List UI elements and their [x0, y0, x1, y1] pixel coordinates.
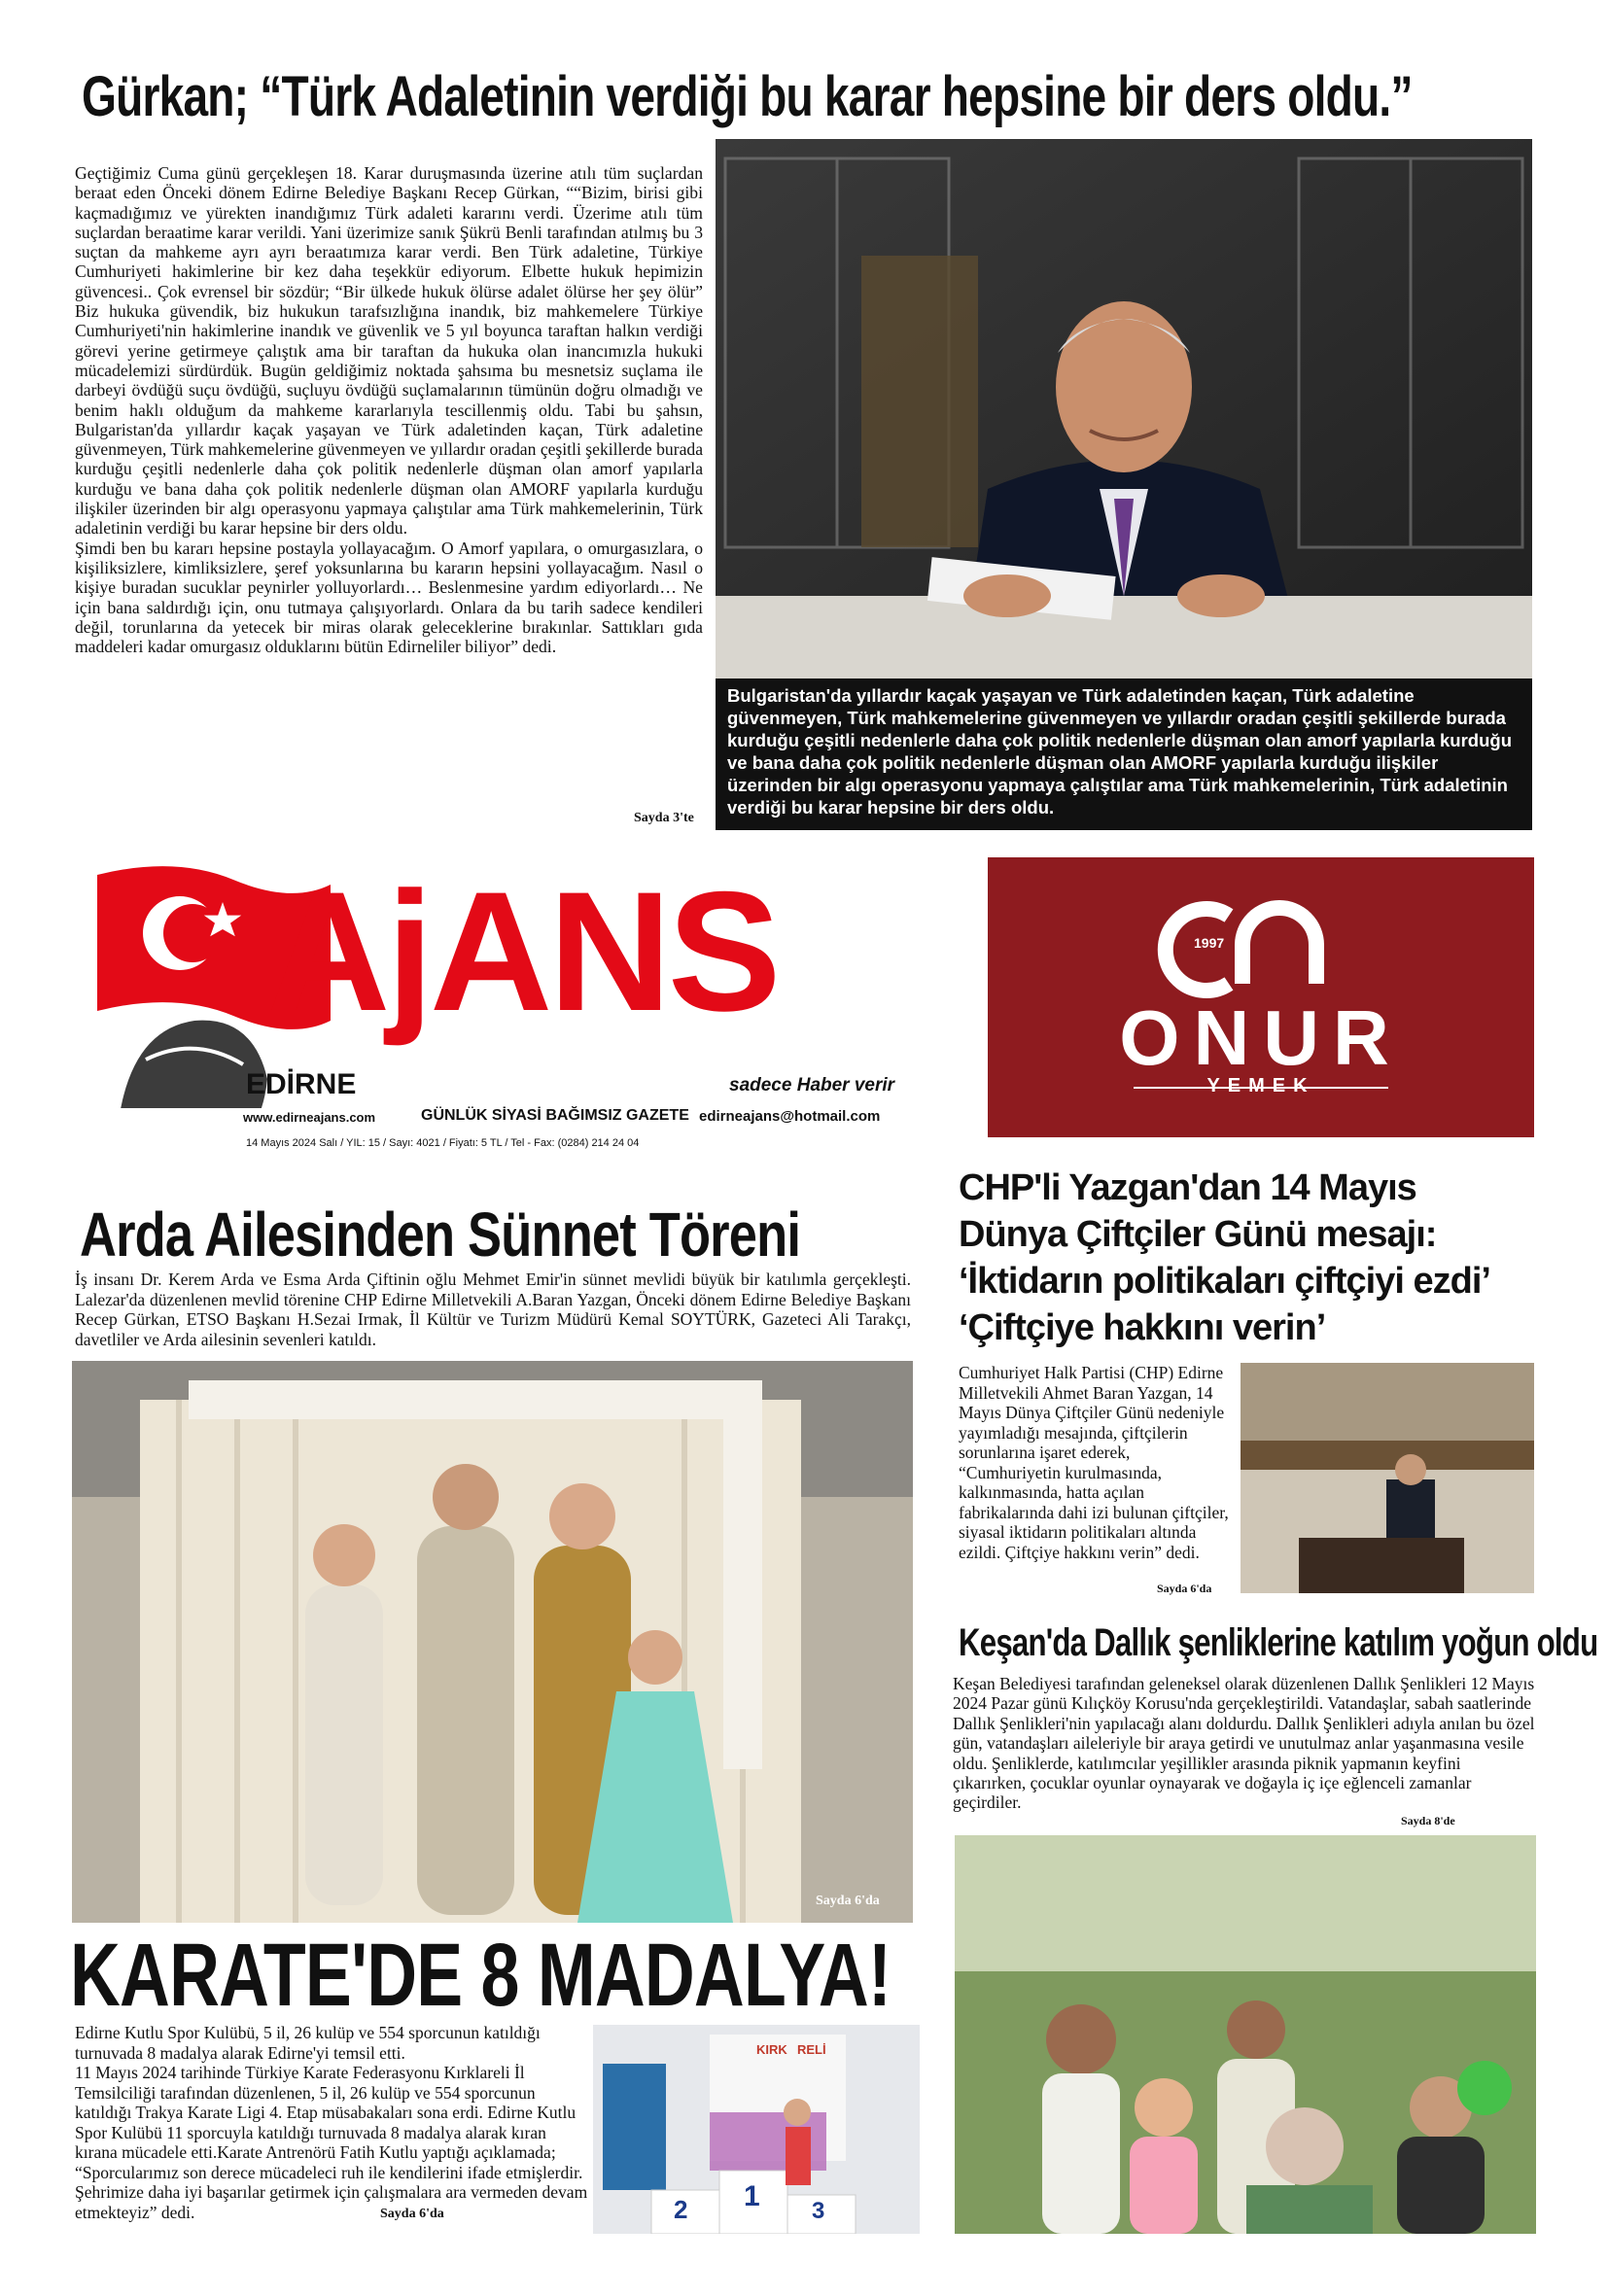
parliament-photo — [1241, 1363, 1534, 1593]
kesan-headline: Keşan'da Dallık şenliklerine katılım yoğun oldu — [959, 1621, 1598, 1664]
kesan-page-ref: Sayda 8'de — [1401, 1814, 1455, 1827]
karate-page-ref: Sayda 6'da — [380, 2207, 444, 2221]
arda-family-photo — [72, 1361, 913, 1923]
masthead-title: AjANS — [267, 857, 778, 1047]
chp-headline-line-1: CHP'li Yazgan'dan 14 Mayıs — [959, 1167, 1416, 1208]
top-story-page-ref: Sayda 3'te — [634, 811, 694, 825]
chp-body: Cumhuriyet Halk Partisi (CHP) Edirne Milletvekili Ahmet Baran Yazgan, 14 Mayıs Dünya Çiftçiler Günü nedeniyle yayımladığı mesajında, çiftçilerin sorunlarına işaret ederek, “Cumhuriyetin kurulmasında, kalkınmasında, hatta açılan fabrikalarında dahi izi bulunan çiftçiler, siyasal iktidarın politikaları altında ezildi. Çiftçiye hakkını verin” dedi. — [959, 1363, 1229, 1562]
podium-2: 2 — [674, 2195, 688, 2224]
gurkan-photo — [716, 139, 1532, 678]
banner-word-1: KIRK — [756, 2042, 787, 2057]
masthead-email: edirneajans@hotmail.com — [699, 1108, 881, 1125]
ad-brand: ONUR — [1119, 994, 1403, 1081]
banner-word-2: RELİ — [797, 2042, 826, 2057]
arda-headline: Arda Ailesinden Sünnet Töreni — [80, 1200, 801, 1270]
masthead-subtitle: GÜNLÜK SİYASİ BAĞIMSIZ GAZETE — [421, 1107, 689, 1124]
kesan-festival-photo — [955, 1835, 1536, 2234]
chp-headline-line-4: ‘Çiftçiye hakkını verin’ — [959, 1307, 1326, 1348]
podium-1: 1 — [744, 2180, 760, 2212]
arda-body: İş insanı Dr. Kerem Arda ve Esma Arda Çiftinin oğlu Mehmet Emir'in sünnet mevlidi büyük bir katılımla gerçekleşti. Lalezar'da düzenlenen mevlid törenine CHP Edirne Milletvekili A.Baran Yazgan, Önceki dönem Edirne Belediye Başkanı Recep Gürkan, ETSO Başkanı H.Sezai Irmak, İl Kültür ve Turizm Müdürü Kemal SOYTÜRK, Gazeteci Ali Tarakçı, davetliler ve Arda ailesinin sevenleri katıldı. — [75, 1270, 911, 1349]
karate-podium-photo — [593, 2025, 920, 2234]
top-photo-caption: Bulgaristan'da yıllardır kaçak yaşayan ve Türk adaletinden kaçan, Türk adaletine güvenmeyen, Türk mahkemelerine güvenmeyen ve yıllardır oradan çeşitli şekillerde burada kurduğu çeşitli nedenlerle daha çok politik nedenlerle düşman olan amorf yapılarla kurduğu ve bana daha çok politik nedenlerle düşman olan AMORF yapılarla kurduğu ilişkiler üzerinden bir algı operasyonu yapmaya çalıştılar ama Türk mahkemelerinin, Türk adaletinin verdiği bu karar hepsine bir ders oldu. — [716, 678, 1532, 830]
top-headline: Gürkan; “Türk Adaletinin verdiği bu karar hepsine bir ders oldu.” — [82, 65, 1413, 128]
karate-body: Edirne Kutlu Spor Kulübü, 5 il, 26 kulüp ve 554 sporcunun katıldığı turnuvada 8 madalya alarak Edirne'yi temsil etti. 11 Mayıs 2024 tarihinde Türkiye Karate Federasyonu Kırklareli İl Temsilciliği tarafından düzenlenen, 5 il, 26 kulüp ve 554 sporcunun katıldığı Trakya Karate Ligi 4. Etap müsabakaları sona erdi. Edirne Kutlu Spor Kulübü 11 sporcuyla katıldığı turnuvada 8 madalya alarak kıran kırana mücadele etti.Karate Antrenörü Fatih Kutlu yaptığı açıklamada; “Sporcularımız son derece mücadeleci ruh ile kendilerini ifade etmişlerdir. Şehrimize daha iyi başarılar getirmek için çalışmalara ara vermeden devam etmekteyiz” dedi. — [75, 2023, 588, 2222]
ad-year: 1997 — [1194, 935, 1225, 951]
masthead-website: www.edirneajans.com — [243, 1110, 376, 1125]
arda-page-ref: Sayda 6'da — [816, 1894, 880, 1908]
issue-info: 14 Mayıs 2024 Salı / YIL: 15 / Sayı: 4021 / Fiyatı: 5 TL / Tel - Fax: (0284) 214 24 04 — [246, 1137, 640, 1149]
chp-headline-line-2: Dünya Çiftçiler Günü mesajı: — [959, 1214, 1437, 1255]
masthead-slogan: sadece Haber verir — [729, 1075, 895, 1096]
chp-headline-line-3: ‘İktidarın politikaları çiftçiyi ezdi’ — [959, 1261, 1490, 1302]
chp-page-ref: Sayda 6'da — [1157, 1582, 1212, 1595]
podium-3: 3 — [812, 2198, 825, 2224]
karate-headline: KARATE'DE 8 MADALYA! — [70, 1926, 891, 2025]
onur-yemek-ad[interactable] — [988, 857, 1534, 1137]
kesan-body: Keşan Belediyesi tarafından geleneksel olarak düzenlenen Dallık Şenlikleri 12 Mayıs 2024 Pazar günü Kılıçköy Korusu'nda gerçekleştirildi. Vatandaşlar, sabah saatlerinde Dallık Şenlikleri'nin yapılacağı alanı doldurdu. Dallık Şenlikleri adıyla anılan bu özel gün, vatandaşları aileleriyle bir araya getirdi ve unutulmaz anlar yaşanmasına vesile oldu. Şenliklerde, katılımcılar yeşillikler arasında piknik yapmanın keyfini çıkarırken, çocuklar oyunlar oynayarak ve doğayla iç içe eğlenceli zamanlar geçirdiler. — [953, 1674, 1535, 1813]
ad-sub: YEMEK — [1206, 1075, 1315, 1096]
masthead-logo — [87, 855, 933, 1152]
masthead-city: EDİRNE — [246, 1068, 357, 1100]
top-story-body: Geçtiğimiz Cuma günü gerçekleşen 18. Karar duruşmasında üzerine atılı tüm suçlardan beraat eden Önceki dönem Edirne Belediye Başkanı Recep Gürkan, ““Bizim, birisi gibi kaçmadığımız ve yürekten inandığımız Türk adaleti kararını verdi. Üzerime atılı tüm suçlardan beraatime karar verildi. Yani üzerimize sanık Şükrü Benli tarafından atılmış bu 3 suçtan da mahkeme ayrı ayrı beraatımıza karar verdi. Ben Türk adaletine, Türkiye Cumhuriyeti hakimlerine bir kez daha teşekkür ediyorum. Elbette hukuk hepimizin güvencesi.. Çok evrensel bir sözdür; “Bir ülkede hukuk ölürse adalet ölürse her şey ölür” Biz hukuka güvendik, biz hukukun tarafsızlığına inandık, biz mahkemelere Türkiye Cumhuriyeti'nin hakimlerine inandık ve güvenlik ve 5 yıl boyunca taraftan halkın verdiği görevi yerine getirmeye çalıştık ama bir taraftan da hukuka olan inancımızla hukuki mücadelemizi sürdürdük. Bugün geldiğimiz noktada şahsıma bu mesnetsiz suçlama ile darbeyi övdüğü suçu övdüğü, suçluyu övdüğü suçlamalarının tümünün doğru olmadığı ve benim haklı olduğum da mahkeme kararlarıyla tescillenmiş oldu. Tabi bu şahsın, Bulgaristan'da yıllardır kaçak yaşayan ve Türk adaletinden kaçan, Türk adaletine güvenmeyen, Türk mahkemelerine güvenmeyen ve yıllardır oradan çeşitli şekillerde burada kurduğu çeşitli nedenlerle daha çok politik nedenlerle düşman olan amorf yapılarla kurduğu ve bana daha çok politik nedenlerle düşman olan AMORF yapılarla kurduğu ilişkiler üzerinden bir algı operasyonu yapmaya çalıştılar ama Türk mahkemelerinin, Türk adaletinin verdiği bu karar hepsine bir ders oldu. Şimdi ben bu kararı hepsine postayla yollayacağım. O Amorf yapılara, o omurgasızlara, o kişiliksizlere, kimliksizlere, şeref yoksunlarına bu kararın hepsini yollayacağım. Nasıl o kişiye buradan sucuklar peynirler yolluyorlardı… Beslenmesine yardım ediyorlardı… Ne için bana saldırdığı için, onu tutmaya çalışıyorlardı. Onlara da bu tarih sadece kendileri değil, torunlarına da yetecek bir miras olarak geleceklerine bırakınlar. Sattıkları gıda maddeleri kadar omurgasız olduklarını bütün Edirneliler biliyor” dedi. — [75, 163, 703, 657]
chp-headline — [959, 1165, 1542, 1351]
